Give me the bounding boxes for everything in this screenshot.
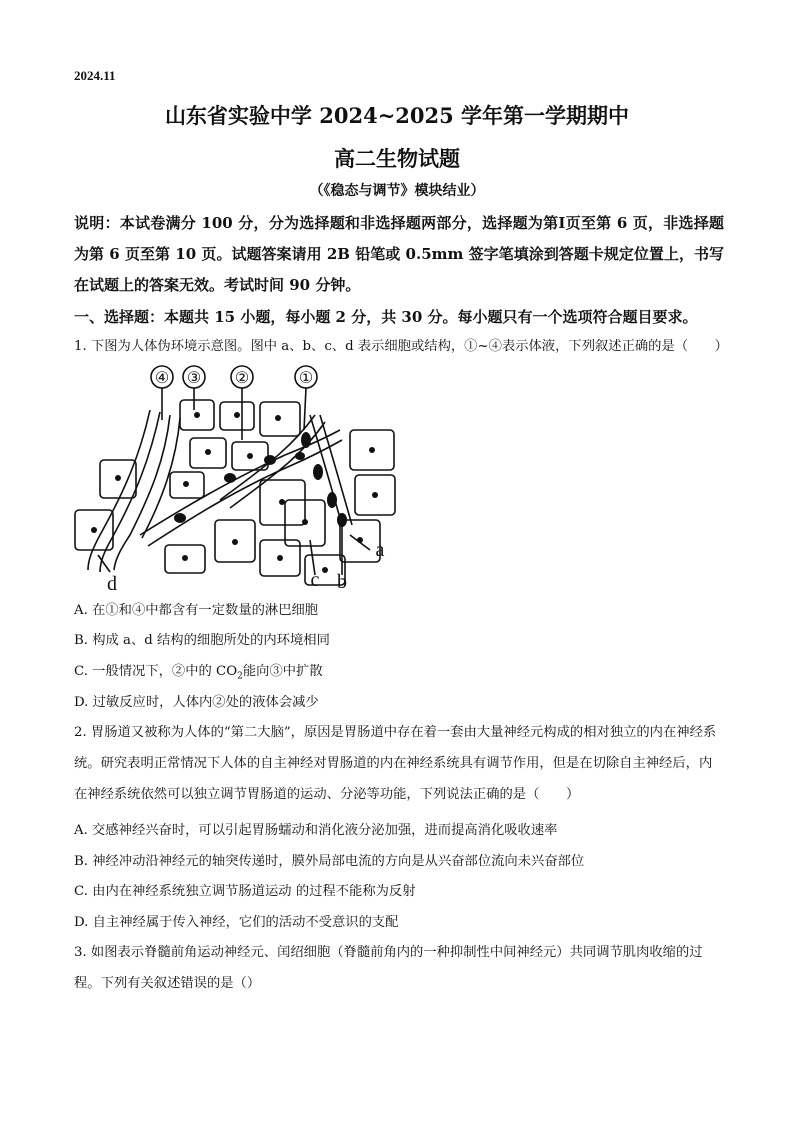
q2-option-b: B. 神经冲动沿神经元的轴突传递时，膜外局部电流的方向是从兴奋部位流向未兴奋部位 bbox=[74, 854, 585, 869]
label-1: ① bbox=[298, 370, 314, 387]
q1-option-b: B. 构成 a、d 结构的细胞所处的内环境相同 bbox=[74, 633, 330, 648]
q1-option-c-pre: C. 一般情况下，②中的 CO bbox=[74, 664, 238, 679]
module-subtitle: （《稳态与调节》模块结业） bbox=[309, 183, 485, 199]
q2-option-c: C. 由内在神经系统独立调节肠道运动 的过程不能称为反射 bbox=[74, 884, 416, 899]
school-title: 山东省实验中学 2024~2025 学年第一学期期中 bbox=[164, 103, 630, 128]
label-4: ④ bbox=[154, 370, 170, 387]
q2-option-d: D. 自主神经属于传入神经，它们的活动不受意识的支配 bbox=[74, 915, 399, 930]
q1-option-c bbox=[74, 660, 323, 682]
question-2-stem: 2. 胃肠道又被称为人体的“第二大脑”，原因是胃肠道中存在着一套由大量神经元构成的相对独立的内在神经系统。研究表明正常情况下人体的自主神经对胃肠道的内在神经系统具有调节作用，但是在切除自主神经后，内在神经系统依然可以独立调节胃肠道的运动、分泌等功能，下列说法正确的是（ ） bbox=[74, 725, 717, 802]
label-b: b bbox=[337, 571, 347, 592]
label-2: ② bbox=[234, 370, 250, 387]
exam-title: 高二生物试题 bbox=[334, 146, 460, 171]
q1-option-a: A. 在①和④中都含有一定数量的淋巴细胞 bbox=[74, 603, 319, 618]
question-3-stem: 3. 如图表示脊髓前角运动神经元、闰绍细胞（脊髓前角内的一种抑制性中间神经元）共同调节肌肉收缩的过程。下列有关叙述错误的是（） bbox=[74, 945, 703, 991]
exam-instructions: 说明：本试卷满分 100 分，分为选择题和非选择题两部分，选择题为第Ⅰ页至第 6 页，非选择题为第 6 页至第 10 页。试题答案请用 2B 铅笔或 0.5mm 签字笔填涂到答题卡规定位置上，书写在试题上的答案无效。考试时间 90 分钟。 bbox=[74, 214, 724, 294]
q1-option-c-sub: 2 bbox=[237, 671, 243, 682]
section-heading-choice: 一、选择题：本题共 15 小题，每小题 2 分，共 30 分。每小题只有一个选项符合题目要求。 bbox=[74, 308, 698, 326]
question-1-stem: 1. 下图为人体伪环境示意图。图中 a、b、c、d 表示细胞或结构，①~④表示体液，下列叙述正确的是（ ） bbox=[74, 339, 728, 354]
exam-date: 2024.11 bbox=[74, 68, 116, 83]
label-c: c bbox=[310, 569, 320, 591]
q1-option-c-post: 能向③中扩散 bbox=[242, 664, 323, 679]
q1-option-d: D. 过敏反应时，人体内②处的液体会减少 bbox=[74, 695, 319, 710]
label-3: ③ bbox=[186, 370, 202, 387]
q2-option-a: A. 交感神经兴奋时，可以引起胃肠蠕动和消化液分泌加强，进而提高消化吸收速率 bbox=[74, 823, 558, 838]
body-fluid-diagram bbox=[70, 360, 400, 592]
label-d: d bbox=[107, 573, 117, 592]
label-a: a bbox=[375, 539, 385, 561]
